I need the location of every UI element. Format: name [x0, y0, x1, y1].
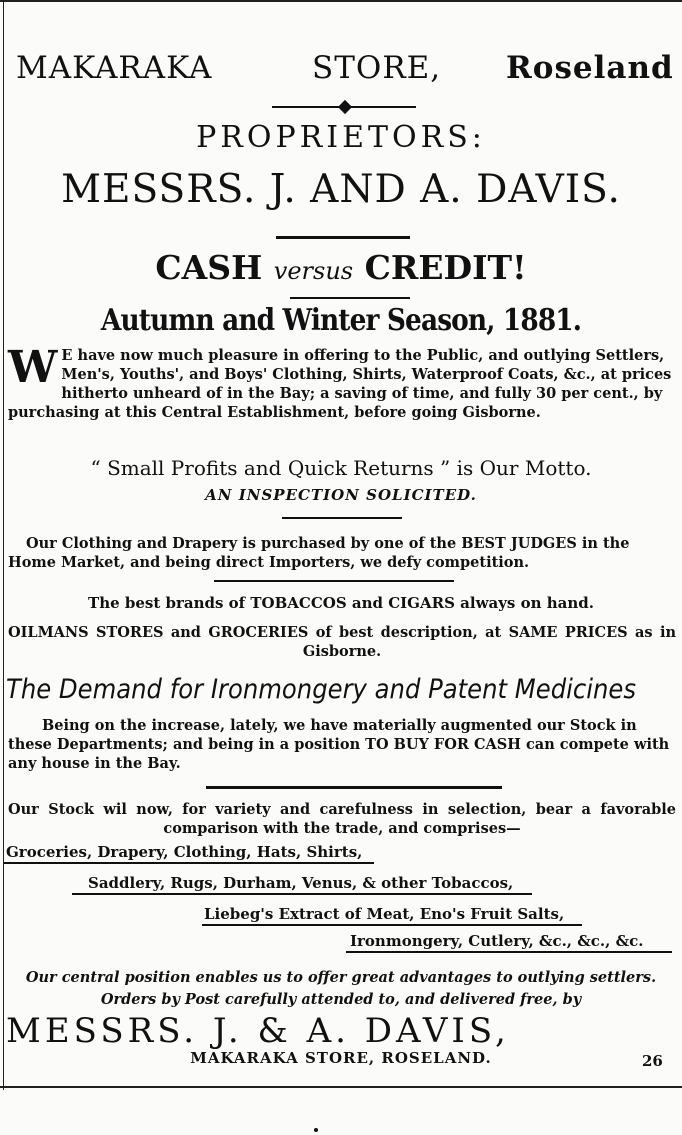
divider-rule-1: [276, 236, 410, 239]
stock-line-3: Liebeg's Extract of Meat, Eno's Fruit Salts,: [204, 905, 565, 923]
bottom-border: [0, 1086, 682, 1088]
stock-line-1: Groceries, Drapery, Clothing, Hats, Shirts,: [6, 843, 363, 861]
drop-cap: W: [8, 342, 58, 393]
store-name: MAKARAKA: [16, 50, 213, 86]
clothing-paragraph: Our Clothing and Drapery is purchased by one of the BEST JUDGES in the Home Market, and being direct Importers, we defy competition.: [8, 535, 630, 571]
store-location: Roseland: [506, 50, 674, 86]
print-speck: [314, 1128, 318, 1132]
demand-paragraph: Being on the increase, lately, we have materially augmented our Stock in these Departments; and being in a position TO BUY FOR CASH can compete with any house in the Bay.: [8, 717, 670, 772]
ornament-diamond: [338, 100, 352, 114]
intro-text: E have now much pleasure in offering to the Public, and outlying Settlers, Men's, Youths', and Boys' Clothing, Shirts, Waterproof Coats, &c., at prices hitherto unheard of in the Bay; a saving of time, and fully 30 per cent., by purchasing at this Central Establishment, before going Gisborne.: [8, 347, 672, 421]
footer-store: MAKARAKA STORE, ROSELAND.: [190, 1049, 492, 1067]
oilmans-paragraph: OILMANS STORES and GROCERIES of best description, at SAME PRICES as in Gisborne.: [8, 624, 676, 660]
stock-underline-4: [346, 951, 672, 953]
store-word: STORE,: [312, 50, 442, 86]
intro-paragraph: [8, 342, 676, 422]
divider-rule-5: [206, 786, 502, 789]
tobacco-line: The best brands of TOBACCOS and CIGARS always on hand.: [88, 594, 594, 612]
stock-underline-2: [72, 893, 532, 895]
versus-word: versus: [273, 257, 354, 285]
central-position-line: Our central position enables us to offer great advantages to outlying settlers.: [25, 969, 657, 986]
stock-underline-3: [202, 924, 582, 926]
season-heading: Autumn and Winter Season, 1881.: [100, 303, 582, 338]
motto: “ Small Profits and Quick Returns ” is Our Motto.: [90, 456, 592, 480]
ad-number: 26: [642, 1052, 663, 1070]
top-border: [0, 0, 682, 2]
stock-underline-1: [4, 862, 374, 864]
footer-proprietors: MESSRS. J. & A. DAVIS,: [6, 1011, 510, 1051]
stock-line-4: Ironmongery, Cutlery, &c., &c., &c.: [350, 932, 644, 950]
proprietors-label: PROPRIETORS:: [196, 120, 486, 155]
cash-versus-credit: [0, 246, 682, 293]
divider-rule-2: [290, 297, 410, 299]
divider-rule-4: [214, 580, 454, 582]
inspection-line: AN INSPECTION SOLICITED.: [205, 486, 477, 504]
demand-heading: The Demand for Ironmongery and Patent Medicines: [6, 674, 636, 705]
stock-paragraph: Our Stock wil now, for variety and carefulness in selection, bear a favorable comparison with the trade, and comprises—: [8, 801, 676, 837]
orders-line: Orders by Post carefully attended to, and delivered free, by: [100, 991, 582, 1008]
credit-word: CREDIT!: [364, 248, 527, 287]
proprietors-names: MESSRS. J. AND A. DAVIS.: [61, 167, 621, 212]
cash-word: CASH: [155, 248, 263, 287]
stock-line-2: Saddlery, Rugs, Durham, Venus, & other Tobaccos,: [88, 874, 514, 892]
divider-rule-3: [282, 517, 402, 519]
